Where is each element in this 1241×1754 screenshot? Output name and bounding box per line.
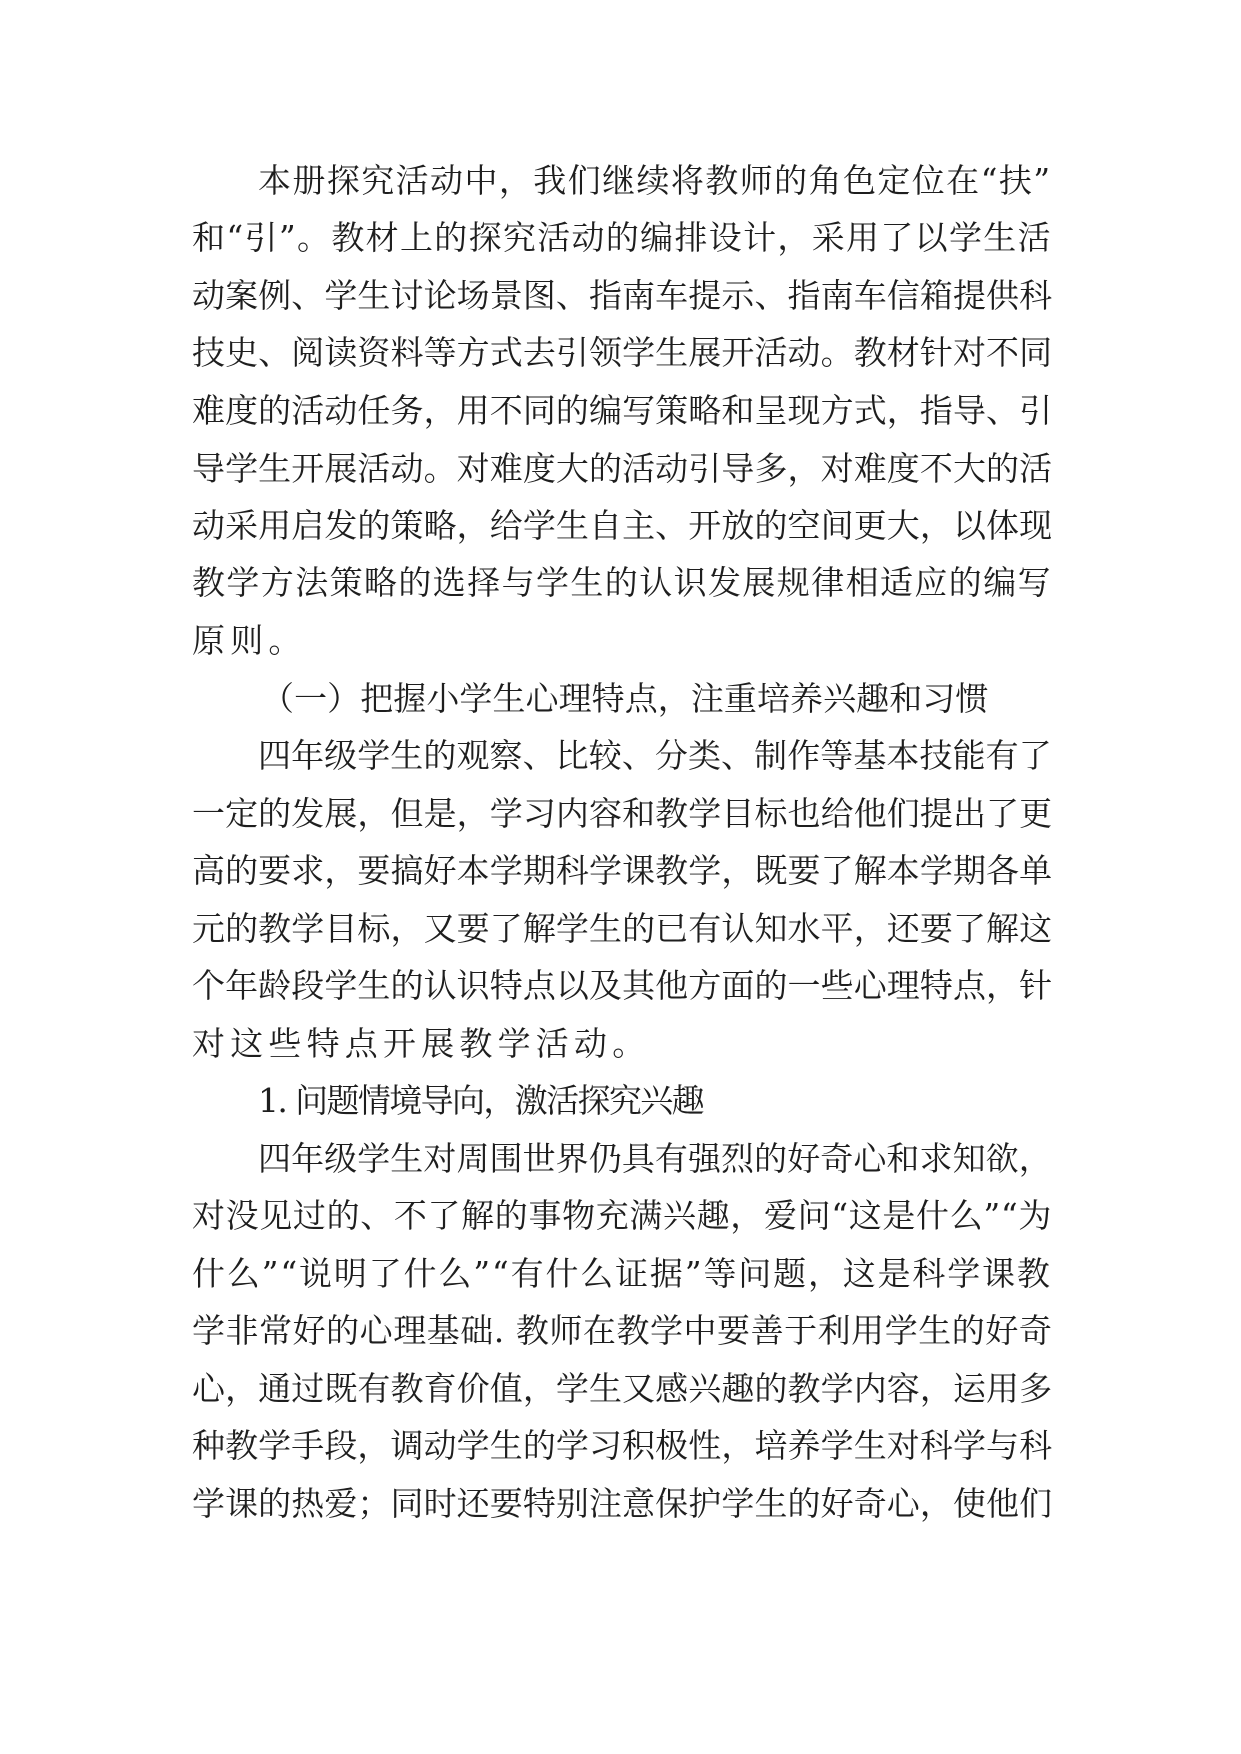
paragraph-line: 一定的发展，但是，学习内容和教学目标也给他们提出了更: [192, 794, 1053, 833]
subsection-heading: 1. 问题情境导向，激活探究兴趣: [258, 1081, 703, 1120]
paragraph-line: 动案例、学生讨论场景图、指南车提示、指南车信箱提供科: [192, 276, 1053, 315]
paragraph-line: 教学方法策略的选择与学生的认识发展规律相适应的编写: [192, 563, 1052, 602]
paragraph-line: 难度的活动任务，用不同的编写策略和呈现方式，指导、引: [192, 391, 1053, 430]
paragraph-line: 原则。: [192, 621, 307, 660]
paragraph-line: 本册探究活动中，我们继续将教师的角色定位在“扶”: [258, 161, 1052, 200]
paragraph-line: 动采用启发的策略，给学生自主、开放的空间更大，以体现: [192, 506, 1053, 545]
paragraph-line: 和“引”。教材上的探究活动的编排设计，采用了以学生活: [192, 218, 1052, 257]
paragraph-line: 导学生开展活动。对难度大的活动引导多，对难度不大的活: [192, 449, 1053, 488]
paragraph-line: 心，通过既有教育价值，学生又感兴趣的教学内容，运用多: [192, 1369, 1053, 1408]
paragraph-line: 元的教学目标，又要了解学生的已有认知水平，还要了解这: [192, 909, 1053, 948]
paragraph-line: 对没见过的、不了解的事物充满兴趣，爱问“这是什么”“为: [192, 1196, 1053, 1235]
paragraph-line: 四年级学生对周围世界仍具有强烈的好奇心和求知欲，: [258, 1139, 1052, 1178]
paragraph-line: 学课的热爱；同时还要特别注意保护学生的好奇心，使他们: [192, 1484, 1053, 1523]
paragraph-line: 对这些特点开展教学活动。: [192, 1024, 651, 1063]
paragraph-line: 高的要求，要搞好本学期科学课教学，既要了解本学期各单: [192, 851, 1053, 890]
paragraph-line: 种教学手段，调动学生的学习积极性，培养学生对科学与科: [192, 1426, 1053, 1465]
section-heading: （一）把握小学生心理特点，注重培养兴趣和习惯: [261, 679, 989, 718]
paragraph-line: 学非常好的心理基础. 教师在教学中要善于利用学生的好奇: [192, 1311, 1053, 1350]
paragraph-line: 个年龄段学生的认识特点以及其他方面的一些心理特点，针: [192, 966, 1053, 1005]
paragraph-line: 技史、阅读资料等方式去引领学生展开活动。教材针对不同: [192, 333, 1053, 372]
paragraph-line: 四年级学生的观察、比较、分类、制作等基本技能有了: [258, 736, 1052, 775]
paragraph-line: 什么”“说明了什么”“有什么证据”等问题，这是科学课教: [192, 1254, 1052, 1293]
